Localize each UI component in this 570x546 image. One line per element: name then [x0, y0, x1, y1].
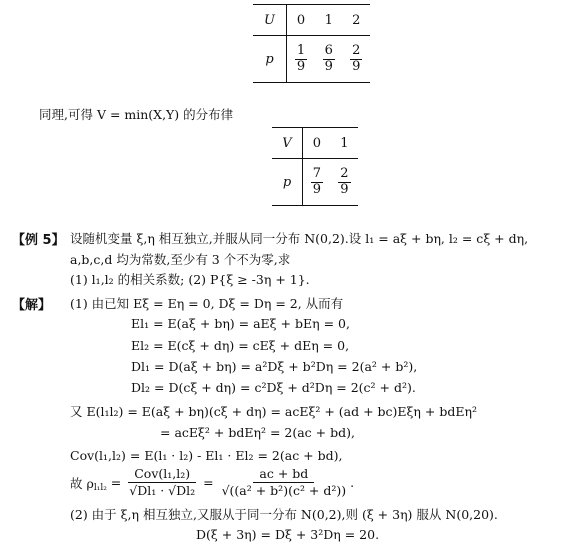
table-cell: 0: [303, 128, 331, 159]
table-row: [272, 128, 358, 159]
table-cell: 1: [331, 128, 358, 159]
table-cell: 2: [343, 5, 370, 36]
rho-numerator-2: ac + bd: [253, 466, 314, 483]
distribution-table-v: [272, 127, 358, 206]
equation-el1l2: 又 E(l₁l₂) = E(aξ + bη)(cξ + dη) = acEξ² + (ad + bc)Eξη + bdEη²: [70, 404, 477, 419]
equation-el2: El₂ = E(cξ + dη) = cEξ + dEη = 0,: [131, 338, 350, 353]
example-line-3: (1) l₁,l₂ 的相关系数; (2) P{ξ ≥ -3η + 1}.: [70, 272, 310, 287]
table-cell: 1: [315, 5, 342, 36]
solution-line-1: (1) 由已知 Eξ = Eη = 0, Dξ = Dη = 2, 从而有: [70, 296, 344, 311]
table-row: [253, 36, 370, 83]
rho-fraction-1: [125, 466, 199, 500]
equation-el1: El₁ = E(aξ + bη) = aEξ + bEη = 0,: [131, 316, 350, 331]
rho-end: .: [350, 475, 355, 491]
example-line-1: 设随机变量 ξ,η 相互独立,并服从同一分布 N(0,2).设 l₁ = aξ + bη, l₂ = cξ + dη,: [70, 231, 529, 246]
table-cell: $\frac{7}{9}$: [312, 165, 322, 197]
table-cell: $\frac{2}{9}$: [352, 42, 361, 74]
table-row: [272, 159, 358, 206]
rho-eq-2: =: [199, 475, 218, 491]
distribution-table-u: [253, 4, 370, 83]
rho-fraction-2: [218, 466, 351, 500]
table-cell: $\frac{1}{9}$: [296, 42, 306, 74]
equation-dl1: Dl₁ = D(aξ + bη) = a²Dξ + b²Dη = 2(a² + b²),: [131, 359, 418, 374]
solution-label: 【解】: [12, 298, 52, 313]
table-label-v: V: [272, 128, 303, 159]
equation-variance: D(ξ + 3η) = Dξ + 3²Dη = 20.: [196, 527, 380, 542]
example-line-2: a,b,c,d 均为常数,至少有 3 个不为零,求: [70, 252, 291, 267]
table-cell: $\frac{2}{9}$: [340, 165, 349, 197]
rho-numerator-1: Cov(l₁,l₂): [128, 466, 196, 483]
equation-cov: Cov(l₁,l₂) = E(l₁ · l₂) - El₁ · El₂ = 2(ac + bd),: [70, 448, 343, 463]
rho-subscript: l₁l₂: [93, 482, 107, 493]
equation-el1l2-cont: = acEξ² + bdEη² = 2(ac + bd),: [160, 425, 355, 440]
rho-denominator-2: √((a² + b²)(c² + d²)): [221, 483, 347, 499]
rho-eq: =: [106, 475, 126, 491]
table-row: [253, 5, 370, 36]
solution-line-2: (2) 由于 ξ,η 相互独立,又服从于同一分布 N(0,2),则 (ξ + 3η) 服从 N(0,20).: [70, 507, 498, 522]
equation-rho: [70, 466, 354, 500]
rho-denominator-1: √Dl₁ · √Dl₂: [129, 483, 196, 499]
table-cell: 0: [287, 5, 316, 36]
equation-dl2: Dl₂ = D(cξ + dη) = c²Dξ + d²Dη = 2(c² + d²).: [131, 380, 416, 395]
table-label-u: U: [253, 5, 287, 36]
table-cell: $\frac{6}{9}$: [324, 42, 333, 74]
table-label-p: p: [272, 159, 303, 206]
text-same: 同理,可得 V = min(X,Y) 的分布律: [39, 107, 234, 122]
table-label-p: p: [253, 36, 287, 83]
example-label: 【例 5】: [12, 233, 65, 248]
rho-prefix: 故 ρ: [70, 475, 94, 491]
